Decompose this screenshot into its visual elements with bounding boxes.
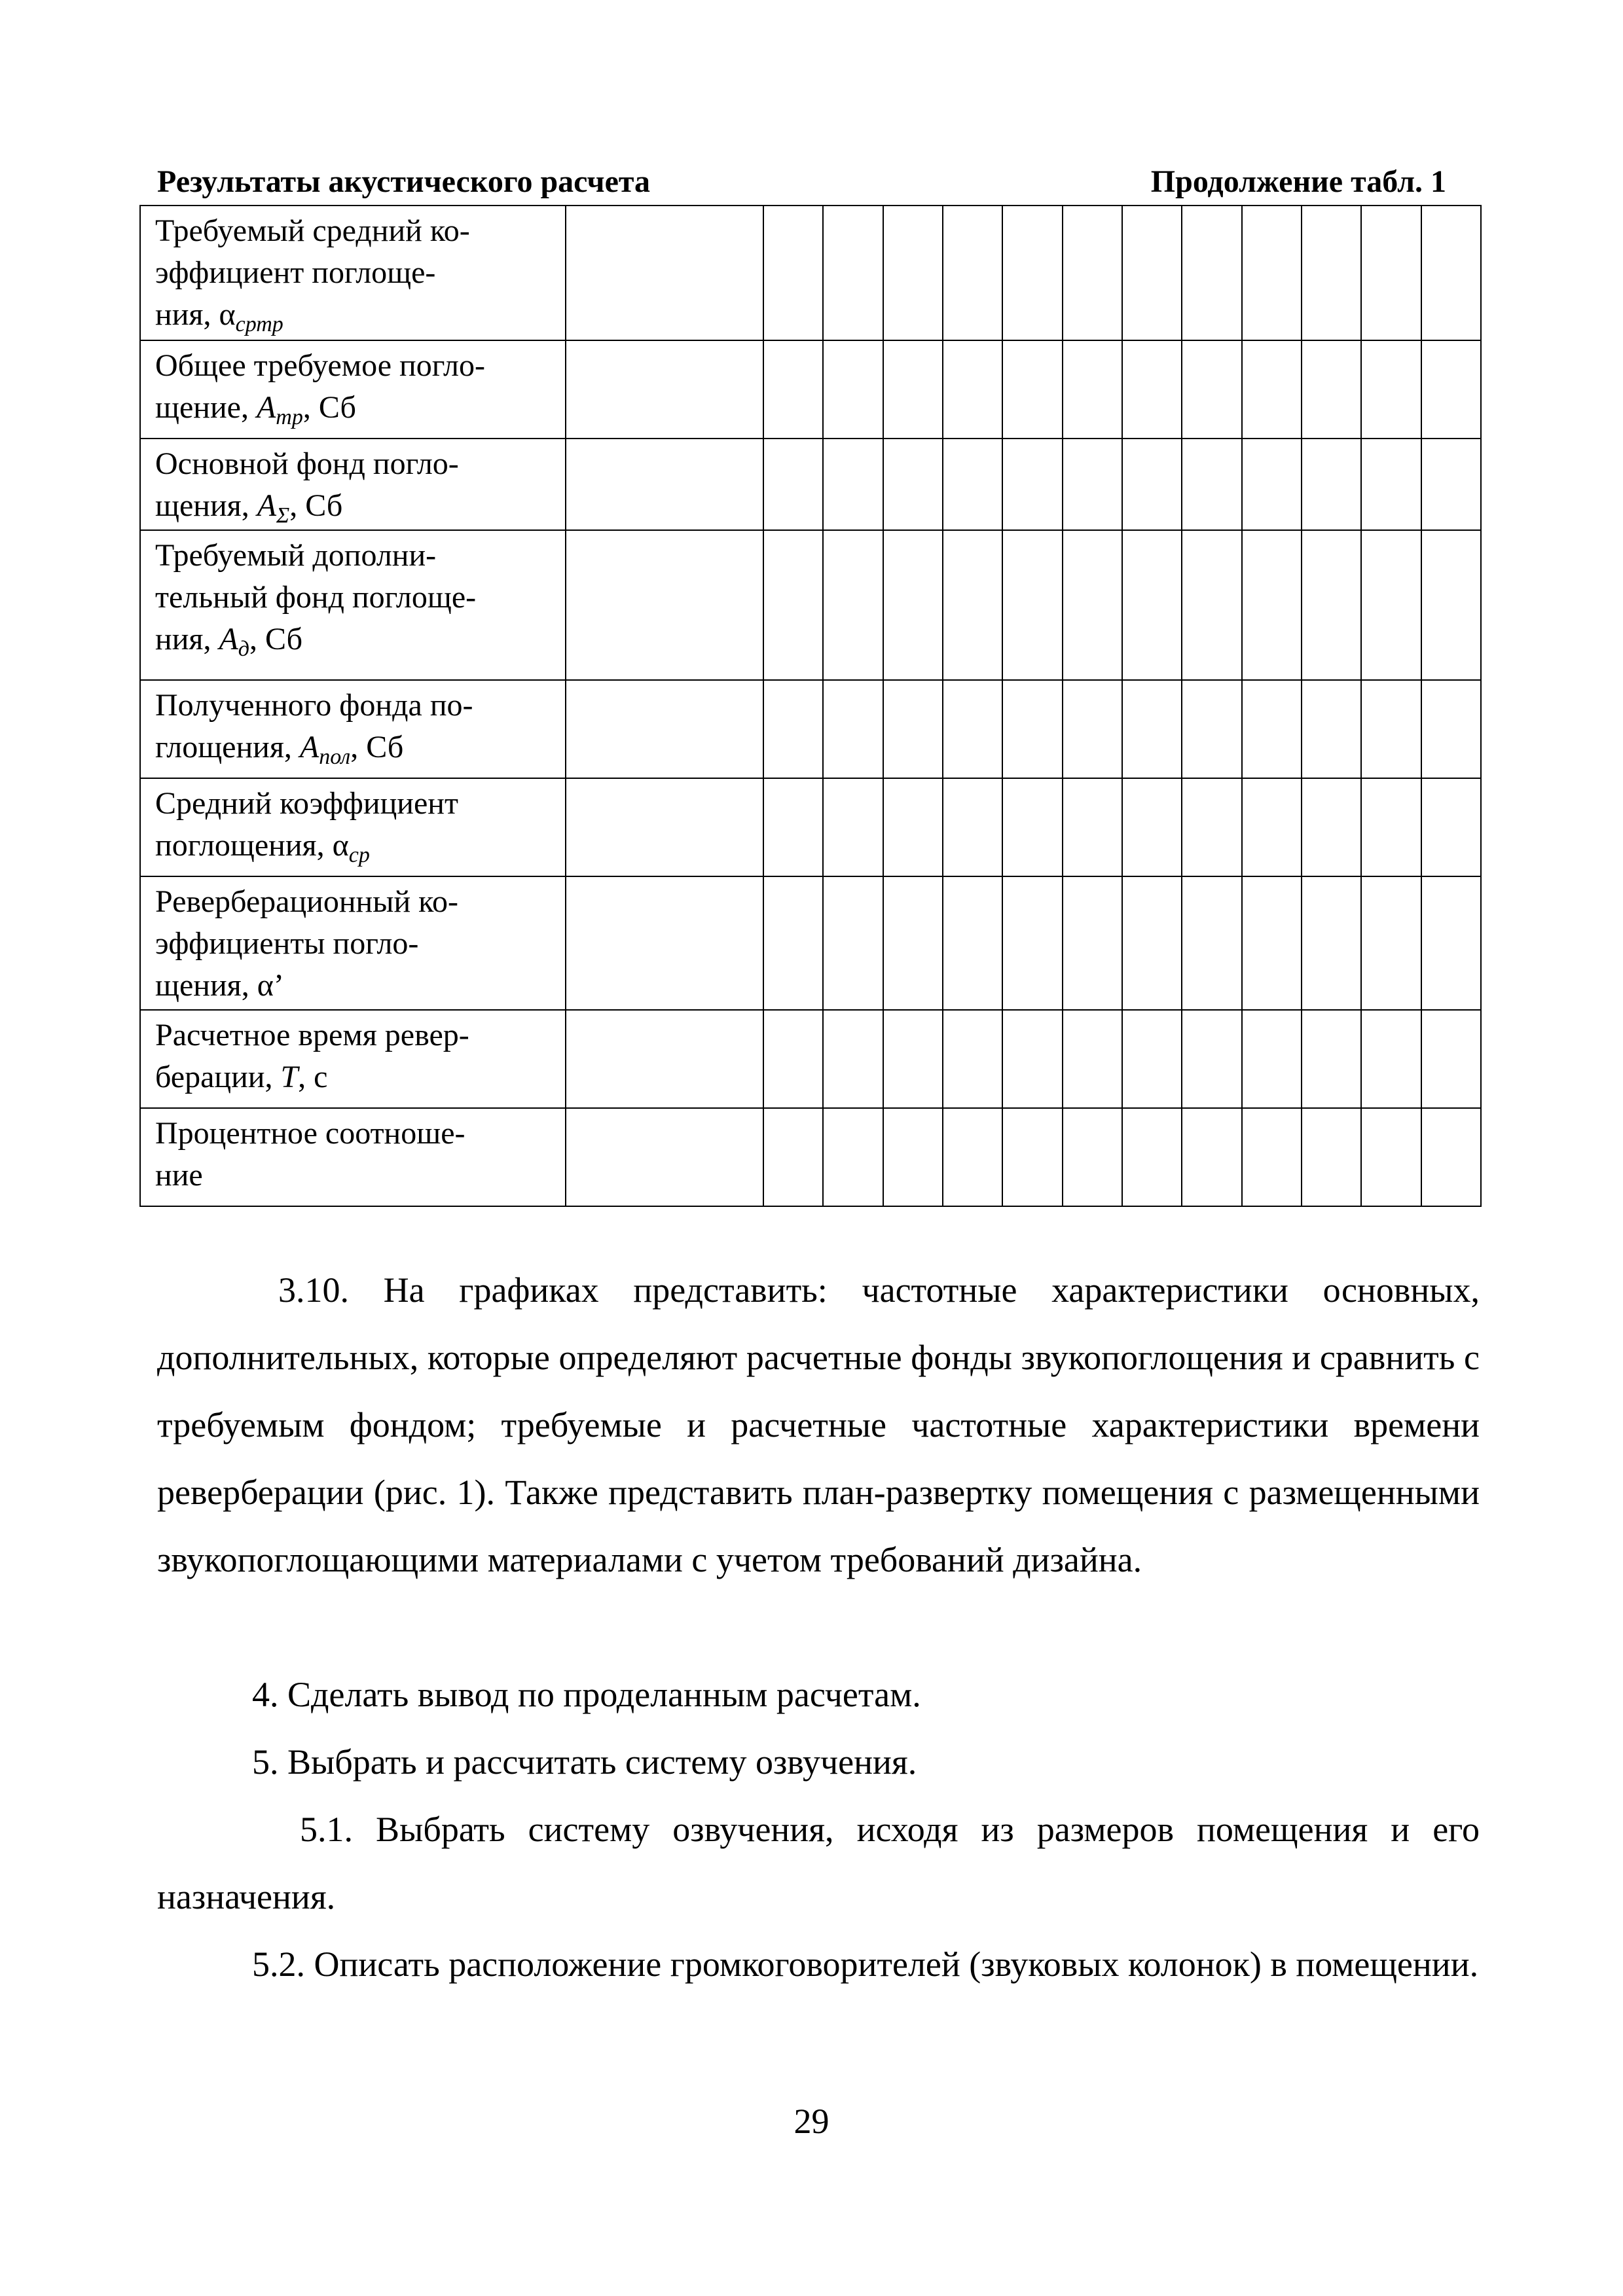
symbol: α: [332, 828, 349, 863]
empty-cell: [943, 530, 1002, 680]
symbol: T: [280, 1060, 299, 1094]
empty-cell: [1122, 1108, 1182, 1206]
empty-cell: [1421, 680, 1481, 778]
empty-cell: [1122, 439, 1182, 530]
empty-cell: [1002, 778, 1062, 876]
empty-cell: [1122, 778, 1182, 876]
row-label: [140, 1108, 566, 1206]
empty-cell: [1063, 439, 1122, 530]
empty-cell: [566, 206, 763, 340]
empty-cell: [1063, 340, 1122, 439]
empty-cell: [1302, 680, 1361, 778]
row-label-line: ния,: [155, 297, 219, 332]
row-label-line: Полученного фонда по-: [155, 688, 473, 723]
row-label-line: ния,: [155, 622, 219, 656]
row-label-line: берации,: [155, 1060, 281, 1094]
row-label: [140, 340, 566, 439]
row-label: [140, 876, 566, 1010]
empty-cell: [763, 876, 823, 1010]
symbol-subscript: пол: [319, 745, 351, 769]
empty-cell: [1302, 1108, 1361, 1206]
empty-cell: [566, 876, 763, 1010]
empty-cell: [1002, 206, 1062, 340]
empty-cell: [566, 439, 763, 530]
empty-cell: [1002, 530, 1062, 680]
table-row: [140, 680, 1481, 778]
empty-cell: [1002, 439, 1062, 530]
empty-cell: [1122, 876, 1182, 1010]
symbol-subscript: тр: [276, 405, 303, 429]
empty-cell: [883, 340, 943, 439]
empty-cell: [1361, 530, 1421, 680]
paragraph-5-2: 5.2. Описать расположение громкоговорителей (звуковых колонок) в помещении.: [252, 1945, 1479, 1984]
empty-cell: [1361, 680, 1421, 778]
empty-cell: [763, 1108, 823, 1206]
empty-cell: [1182, 439, 1241, 530]
row-label-line: глощения,: [155, 730, 300, 764]
table-row: [140, 439, 1481, 530]
row-label-line: поглощения,: [155, 828, 333, 863]
empty-cell: [1182, 778, 1241, 876]
empty-cell: [1302, 206, 1361, 340]
empty-cell: [1182, 680, 1241, 778]
empty-cell: [1361, 439, 1421, 530]
empty-cell: [1122, 530, 1182, 680]
paragraph-5-1: 5.1. Выбрать систему озвучения, исходя из размеров помещения и его назначения.: [157, 1810, 1480, 1916]
row-label-line: тельный фонд поглоще-: [155, 580, 477, 615]
row-label-line: щение,: [155, 390, 257, 425]
paragraph-3-10: 3.10. На графиках представить: частотные характеристики основных, дополнительных, которые определяют расчетные фонды звукопоглощения и сравнить с требуемым фондом; требуемые и расчетные частотные характеристики времени реверберации (рис. 1). Также представить план-развертку помещения с размещенными звукопоглощающими материалами с учетом требований дизайна.: [157, 1270, 1480, 1579]
table-row: [140, 340, 1481, 439]
symbol: A: [257, 488, 277, 523]
empty-cell: [943, 1010, 1002, 1108]
empty-cell: [1182, 530, 1241, 680]
empty-cell: [1002, 340, 1062, 439]
empty-cell: [1242, 680, 1302, 778]
table-row: [140, 778, 1481, 876]
empty-cell: [566, 340, 763, 439]
empty-cell: [1182, 876, 1241, 1010]
symbol: A: [299, 730, 319, 764]
empty-cell: [1302, 778, 1361, 876]
empty-cell: [1002, 680, 1062, 778]
unit: , Сб: [249, 622, 303, 656]
empty-cell: [1242, 340, 1302, 439]
empty-cell: [566, 680, 763, 778]
empty-cell: [1302, 340, 1361, 439]
empty-cell: [1002, 1108, 1062, 1206]
empty-cell: [1361, 876, 1421, 1010]
empty-cell: [1361, 206, 1421, 340]
empty-cell: [1063, 1108, 1122, 1206]
empty-cell: [1421, 876, 1481, 1010]
empty-cell: [1242, 876, 1302, 1010]
table-continuation-label: Продолжение табл. 1: [1150, 164, 1446, 199]
empty-cell: [943, 1108, 1002, 1206]
empty-cell: [943, 778, 1002, 876]
empty-cell: [1063, 530, 1122, 680]
empty-cell: [883, 206, 943, 340]
empty-cell: [1122, 1010, 1182, 1108]
empty-cell: [1361, 340, 1421, 439]
empty-cell: [1182, 340, 1241, 439]
row-label-line: щения,: [155, 488, 257, 523]
row-label: [140, 530, 566, 680]
empty-cell: [1242, 206, 1302, 340]
table-row: [140, 1010, 1481, 1108]
empty-cell: [1002, 876, 1062, 1010]
empty-cell: [763, 680, 823, 778]
row-label-line: Общее требуемое погло-: [155, 348, 485, 383]
row-label-line: щения,: [155, 968, 257, 1003]
empty-cell: [1242, 1108, 1302, 1206]
unit: , Сб: [302, 390, 356, 425]
empty-cell: [823, 778, 883, 876]
symbol-subscript: ср: [348, 843, 370, 867]
row-label-line: эффициент поглоще-: [155, 255, 436, 290]
empty-cell: [1421, 778, 1481, 876]
empty-cell: [763, 1010, 823, 1108]
unit: , Сб: [289, 488, 343, 523]
row-label-line: Требуемый средний ко-: [155, 213, 470, 248]
row-label-line: Средний коэффициент: [155, 786, 458, 821]
empty-cell: [823, 1108, 883, 1206]
unit: , с: [298, 1060, 328, 1094]
empty-cell: [1242, 530, 1302, 680]
empty-cell: [823, 530, 883, 680]
empty-cell: [883, 778, 943, 876]
unit: , Сб: [350, 730, 404, 764]
empty-cell: [943, 439, 1002, 530]
empty-cell: [1421, 439, 1481, 530]
table-row: [140, 206, 1481, 340]
row-label-line: ние: [155, 1158, 203, 1193]
empty-cell: [1063, 876, 1122, 1010]
empty-cell: [1002, 1010, 1062, 1108]
empty-cell: [763, 530, 823, 680]
symbol-subscript: Σ: [276, 503, 290, 528]
row-label-line: Процентное соотноше-: [155, 1116, 465, 1151]
acoustic-results-table: [139, 205, 1482, 1207]
empty-cell: [883, 1108, 943, 1206]
empty-cell: [1182, 206, 1241, 340]
empty-cell: [1122, 206, 1182, 340]
empty-cell: [1063, 680, 1122, 778]
empty-cell: [1302, 530, 1361, 680]
empty-cell: [823, 206, 883, 340]
row-label: [140, 439, 566, 530]
empty-cell: [1122, 680, 1182, 778]
symbol-subscript: д: [238, 637, 249, 661]
empty-cell: [1242, 439, 1302, 530]
row-label-line: эффициенты погло-: [155, 926, 419, 961]
row-label: [140, 778, 566, 876]
empty-cell: [566, 1010, 763, 1108]
empty-cell: [1421, 340, 1481, 439]
empty-cell: [943, 680, 1002, 778]
empty-cell: [883, 1010, 943, 1108]
empty-cell: [823, 439, 883, 530]
empty-cell: [943, 876, 1002, 1010]
empty-cell: [1421, 1010, 1481, 1108]
empty-cell: [1242, 778, 1302, 876]
empty-cell: [566, 1108, 763, 1206]
symbol: α’: [257, 968, 284, 1003]
empty-cell: [566, 530, 763, 680]
empty-cell: [1361, 778, 1421, 876]
empty-cell: [763, 439, 823, 530]
empty-cell: [1421, 530, 1481, 680]
empty-cell: [883, 876, 943, 1010]
empty-cell: [1421, 206, 1481, 340]
empty-cell: [566, 778, 763, 876]
empty-cell: [883, 680, 943, 778]
empty-cell: [823, 1010, 883, 1108]
empty-cell: [883, 439, 943, 530]
symbol: A: [219, 622, 238, 656]
empty-cell: [1302, 439, 1361, 530]
page-number: 29: [793, 2102, 830, 2141]
row-label-line: Требуемый дополни-: [155, 538, 437, 573]
row-label: [140, 1010, 566, 1108]
empty-cell: [1122, 340, 1182, 439]
row-label-line: Реверберационный ко-: [155, 884, 459, 919]
empty-cell: [823, 876, 883, 1010]
empty-cell: [1421, 1108, 1481, 1206]
table-caption-title: Результаты акустического расчета: [157, 164, 651, 199]
empty-cell: [823, 340, 883, 439]
empty-cell: [1302, 876, 1361, 1010]
row-label-line: Основной фонд погло-: [155, 446, 459, 481]
empty-cell: [1302, 1010, 1361, 1108]
empty-cell: [1182, 1010, 1241, 1108]
table-row: [140, 530, 1481, 680]
row-label: [140, 680, 566, 778]
row-label-line: Расчетное время ревер-: [155, 1018, 469, 1052]
empty-cell: [1063, 1010, 1122, 1108]
empty-cell: [1063, 778, 1122, 876]
empty-cell: [1063, 206, 1122, 340]
item-5: 5. Выбрать и рассчитать систему озвучения.: [252, 1742, 917, 1782]
row-label: [140, 206, 566, 340]
empty-cell: [1361, 1108, 1421, 1206]
symbol-subscript: сртр: [235, 312, 283, 336]
empty-cell: [943, 206, 1002, 340]
empty-cell: [1242, 1010, 1302, 1108]
empty-cell: [763, 340, 823, 439]
empty-cell: [763, 778, 823, 876]
table-row: [140, 876, 1481, 1010]
empty-cell: [943, 340, 1002, 439]
table-row: [140, 1108, 1481, 1206]
empty-cell: [823, 680, 883, 778]
empty-cell: [1182, 1108, 1241, 1206]
empty-cell: [1361, 1010, 1421, 1108]
symbol: A: [256, 390, 276, 425]
item-4: 4. Сделать вывод по проделанным расчетам.: [252, 1675, 921, 1714]
empty-cell: [883, 530, 943, 680]
symbol: α: [219, 297, 236, 332]
empty-cell: [763, 206, 823, 340]
